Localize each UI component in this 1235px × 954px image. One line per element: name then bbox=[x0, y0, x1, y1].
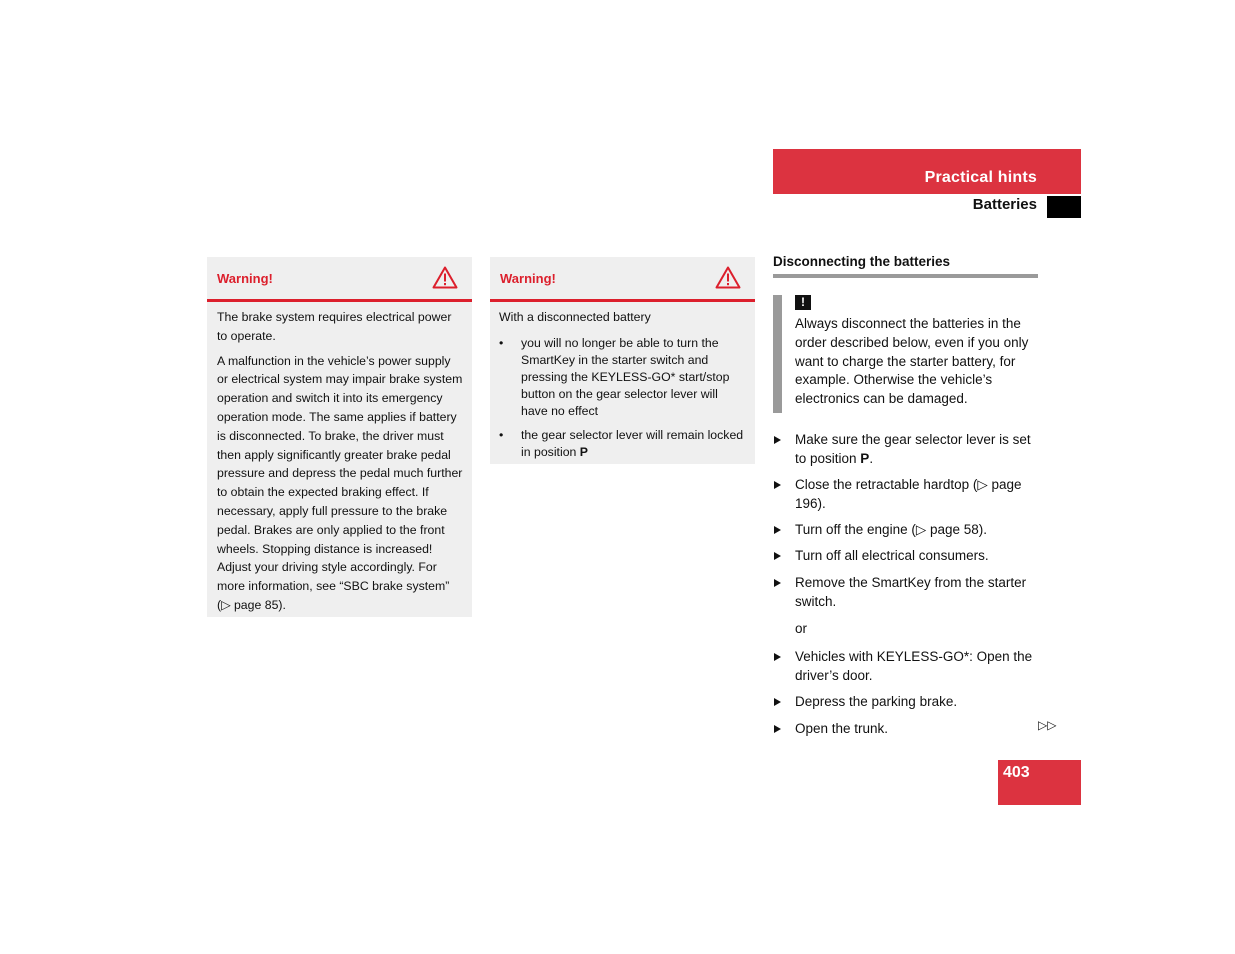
arrow-right-icon bbox=[774, 653, 781, 661]
procedure-steps bbox=[773, 431, 1043, 746]
warning-paragraph: A malfunction in the vehicle’s power supply or electrical system may impair brake system operation and switch it into its emergency operation mode. The same applies if battery is disconnected. To brake, the driver must then apply significantly greater brake pedal pressure and depress the pedal much further to obtain the expected braking effect. If necessary, apply full pressure to the brake pedal. Brakes are only applied to the front wheels. Stopping distance is increased! Adjust your driving style accordingly. For more information, see “SBC brake system” (▷ page 85). bbox=[217, 353, 463, 612]
page-number: 403 bbox=[1003, 764, 1030, 781]
warning-header bbox=[490, 257, 755, 302]
page-number-box bbox=[998, 760, 1081, 805]
warning-triangle-icon bbox=[715, 266, 741, 289]
warning-bullet: • the gear selector lever will remain locked in position P bbox=[499, 427, 747, 461]
warning-body bbox=[207, 302, 472, 627]
step-item: Remove the SmartKey from the starter switch. bbox=[773, 574, 1043, 612]
continued-icon: ▷▷ bbox=[1038, 718, 1057, 732]
step-item: Open the trunk. bbox=[773, 720, 1043, 739]
subsection-title: Batteries bbox=[972, 196, 1037, 213]
warning-intro: With a disconnected battery bbox=[499, 310, 651, 324]
step-item: Turn off the engine (▷ page 58). bbox=[773, 521, 1043, 540]
arrow-right-icon bbox=[774, 725, 781, 733]
position-label: P bbox=[579, 444, 588, 459]
notice-bar bbox=[773, 295, 782, 413]
arrow-right-icon bbox=[774, 481, 781, 489]
warning-header bbox=[207, 257, 472, 302]
notice-text: Always disconnect the batteries in the order described below, even if you only want to charge the starter battery, for example. Otherwise the vehicle’s electronics can be damaged. bbox=[795, 316, 1029, 407]
thumb-tab bbox=[1047, 196, 1081, 218]
arrow-right-icon bbox=[774, 552, 781, 560]
arrow-right-icon bbox=[774, 526, 781, 534]
arrow-right-icon bbox=[774, 436, 781, 444]
arrow-right-icon bbox=[774, 579, 781, 587]
warning-box-brake bbox=[207, 257, 472, 617]
step-item: Turn off all electrical consumers. bbox=[773, 547, 1043, 566]
warning-box-battery bbox=[490, 257, 755, 464]
step-item: Close the retractable hardtop (▷ page 196). bbox=[773, 476, 1043, 514]
section-title: Practical hints bbox=[924, 169, 1037, 186]
heading-disconnecting-batteries: Disconnecting the batteries bbox=[773, 254, 1038, 278]
warning-paragraph: The brake system requires electrical power to operate. bbox=[217, 310, 452, 343]
warning-title: Warning! bbox=[217, 271, 273, 286]
warning-triangle-icon bbox=[432, 266, 458, 289]
warning-body bbox=[490, 302, 755, 467]
warning-bullet-list bbox=[499, 335, 747, 461]
step-item: Make sure the gear selector lever is set to position P. bbox=[773, 431, 1043, 469]
section-header-bar bbox=[773, 149, 1081, 194]
or-separator: or bbox=[795, 621, 808, 637]
step-item: Vehicles with KEYLESS-GO*: Open the driver’s door. bbox=[773, 648, 1043, 686]
warning-bullet: • you will no longer be able to turn the SmartKey in the starter switch and pressing the KEYLESS-GO* start/stop button on the gear selector lever will have no effect bbox=[499, 335, 747, 420]
step-item: Depress the parking brake. bbox=[773, 693, 1043, 712]
notice-box bbox=[773, 295, 1043, 413]
exclamation-icon: ! bbox=[795, 295, 811, 310]
arrow-right-icon bbox=[774, 698, 781, 706]
warning-title: Warning! bbox=[500, 271, 556, 286]
